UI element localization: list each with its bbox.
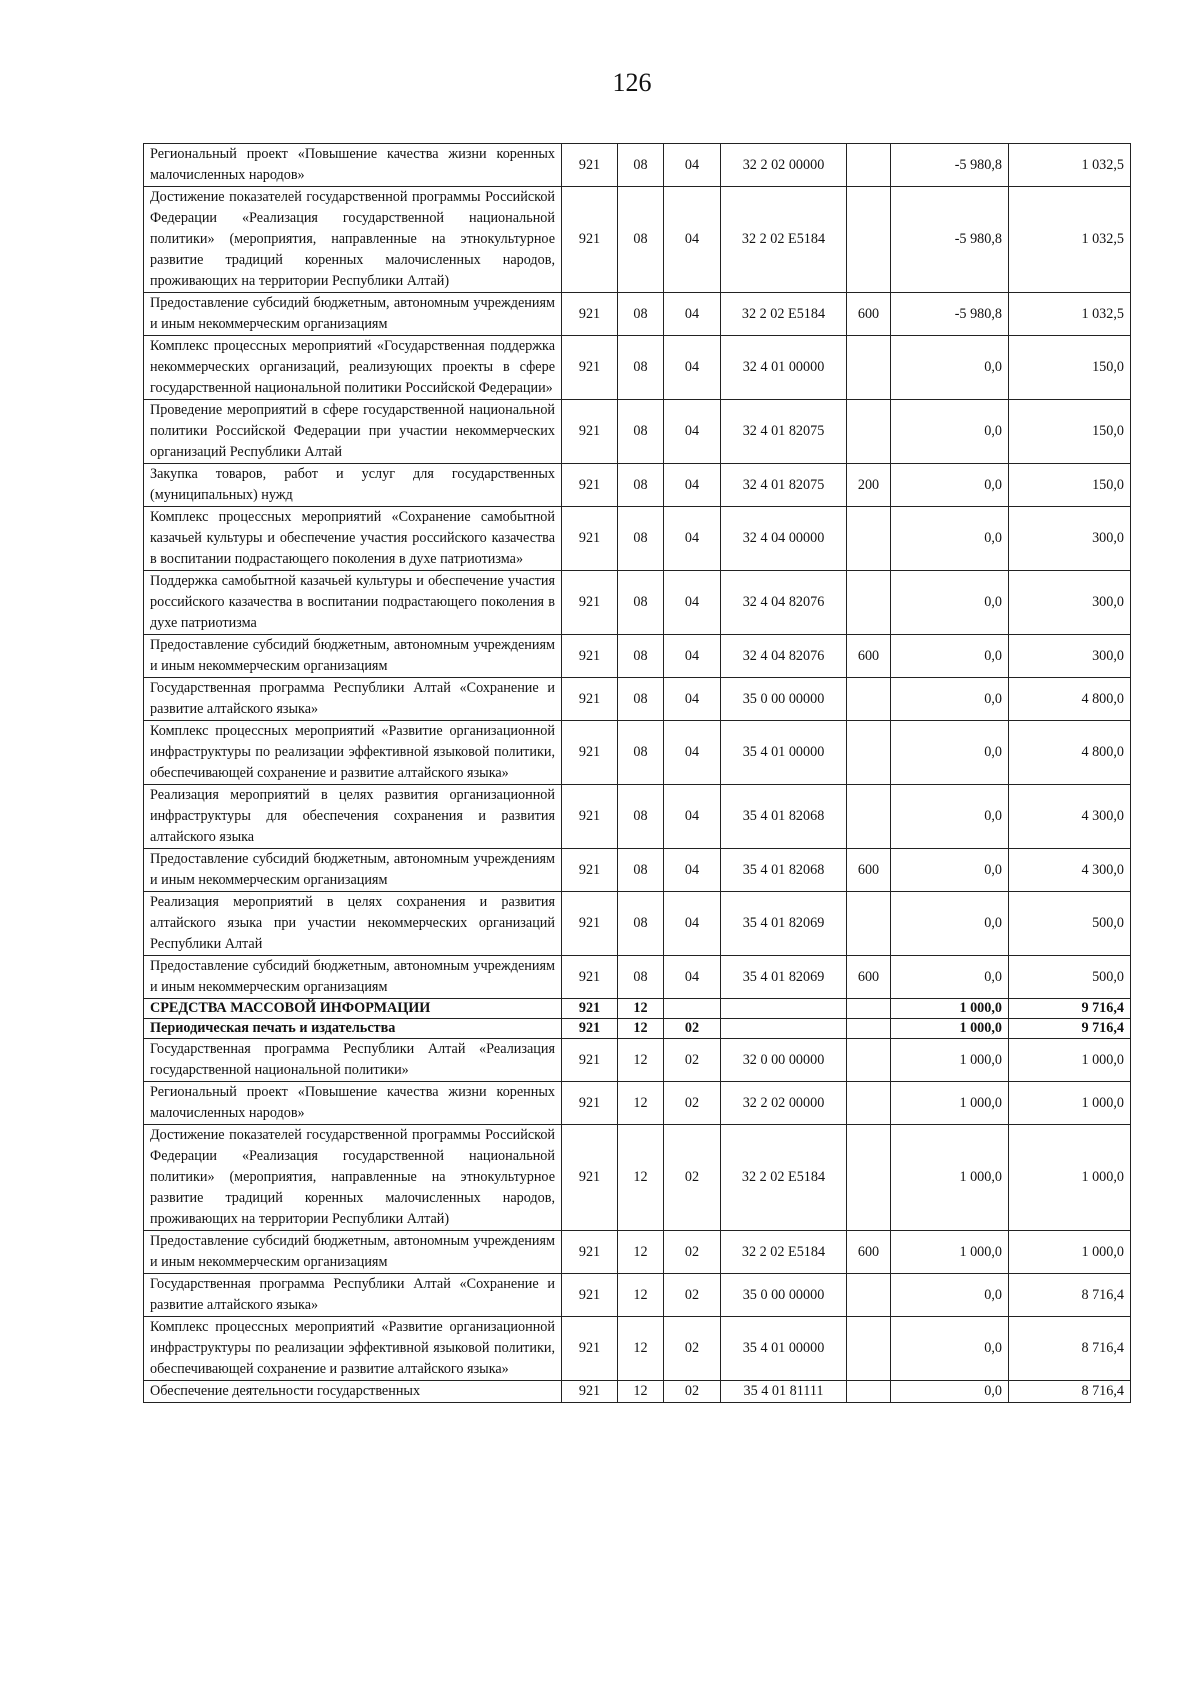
budget-table (143, 143, 1131, 1403)
section-code-cell: 12 (618, 1019, 664, 1039)
amount-change-cell: 0,0 (891, 635, 1009, 678)
section-code-cell: 12 (618, 1082, 664, 1125)
table-row (144, 999, 1131, 1019)
row-name-cell: Проведение мероприятий в сфере государственной национальной политики Российской Федерации при участии некоммерческих организаций Республики Алтай (144, 400, 562, 464)
row-name-cell: Достижение показателей государственной программы Российской Федерации «Реализация государственной национальной политики» (мероприятия, направленные на этнокультурное развитие традиций коренных малочисленных народов, проживающих на территории Республики Алтай) (144, 187, 562, 293)
expense-type-cell (847, 144, 891, 187)
row-name-cell: Региональный проект «Повышение качества жизни коренных малочисленных народов» (144, 144, 562, 187)
row-name-cell: Региональный проект «Повышение качества жизни коренных малочисленных народов» (144, 1082, 562, 1125)
expense-type-cell (847, 1082, 891, 1125)
row-name-cell: Обеспечение деятельности государственных (144, 1381, 562, 1403)
ministry-code-cell: 921 (562, 956, 618, 999)
row-name-cell: Предоставление субсидий бюджетным, автономным учреждениям и иным некоммерческим организациям (144, 1231, 562, 1274)
table-row (144, 507, 1131, 571)
target-article-cell: 32 4 04 82076 (721, 571, 847, 635)
amount-total-cell: 1 032,5 (1009, 293, 1131, 336)
amount-total-cell: 8 716,4 (1009, 1381, 1131, 1403)
section-code-cell: 08 (618, 507, 664, 571)
subsection-code-cell: 04 (664, 956, 721, 999)
subsection-code-cell: 04 (664, 144, 721, 187)
table-row (144, 956, 1131, 999)
amount-total-cell: 8 716,4 (1009, 1274, 1131, 1317)
expense-type-cell (847, 721, 891, 785)
amount-total-cell: 150,0 (1009, 400, 1131, 464)
row-name-cell: Реализация мероприятий в целях развития организационной инфраструктуры для обеспечения сохранения и развития алтайского языка (144, 785, 562, 849)
amount-total-cell: 150,0 (1009, 464, 1131, 507)
target-article-cell: 32 2 02 00000 (721, 144, 847, 187)
target-article-cell: 35 4 01 82068 (721, 785, 847, 849)
amount-total-cell: 4 800,0 (1009, 721, 1131, 785)
row-name-cell: Поддержка самобытной казачьей культуры и обеспечение участия российского казачества в воспитании подрастающего поколения в духе патриотизма (144, 571, 562, 635)
amount-change-cell: 0,0 (891, 1274, 1009, 1317)
amount-change-cell: 1 000,0 (891, 1019, 1009, 1039)
row-name-cell: Комплекс процессных мероприятий «Государственная поддержка некоммерческих организаций, реализующих проекты в сфере государственной национальной политики Российской Федерации» (144, 336, 562, 400)
row-name-cell: Закупка товаров, работ и услуг для государственных (муниципальных) нужд (144, 464, 562, 507)
table-row (144, 785, 1131, 849)
amount-change-cell: 0,0 (891, 1381, 1009, 1403)
table-body (144, 144, 1131, 1403)
amount-change-cell: -5 980,8 (891, 144, 1009, 187)
table-row (144, 144, 1131, 187)
table-row (144, 1082, 1131, 1125)
ministry-code-cell: 921 (562, 1125, 618, 1231)
amount-change-cell: -5 980,8 (891, 293, 1009, 336)
section-code-cell: 08 (618, 721, 664, 785)
target-article-cell: 32 4 01 00000 (721, 336, 847, 400)
expense-type-cell (847, 1019, 891, 1039)
amount-change-cell: 1 000,0 (891, 1039, 1009, 1082)
amount-total-cell: 8 716,4 (1009, 1317, 1131, 1381)
amount-change-cell: 0,0 (891, 849, 1009, 892)
ministry-code-cell: 921 (562, 1231, 618, 1274)
section-code-cell: 12 (618, 999, 664, 1019)
ministry-code-cell: 921 (562, 892, 618, 956)
subsection-code-cell: 04 (664, 400, 721, 464)
amount-total-cell: 9 716,4 (1009, 1019, 1131, 1039)
table-row (144, 1019, 1131, 1039)
table-row (144, 293, 1131, 336)
amount-change-cell: 0,0 (891, 785, 1009, 849)
subsection-code-cell: 02 (664, 1317, 721, 1381)
subsection-code-cell: 04 (664, 571, 721, 635)
table-row (144, 1381, 1131, 1403)
table-row (144, 1274, 1131, 1317)
section-code-cell: 12 (618, 1381, 664, 1403)
amount-total-cell: 300,0 (1009, 635, 1131, 678)
ministry-code-cell: 921 (562, 999, 618, 1019)
ministry-code-cell: 921 (562, 678, 618, 721)
ministry-code-cell: 921 (562, 721, 618, 785)
section-code-cell: 08 (618, 635, 664, 678)
subsection-code-cell: 04 (664, 187, 721, 293)
amount-change-cell: 1 000,0 (891, 1082, 1009, 1125)
amount-total-cell: 4 300,0 (1009, 849, 1131, 892)
subsection-code-cell: 02 (664, 1039, 721, 1082)
subsection-code-cell: 02 (664, 1019, 721, 1039)
ministry-code-cell: 921 (562, 635, 618, 678)
amount-change-cell: 0,0 (891, 571, 1009, 635)
section-code-cell: 08 (618, 892, 664, 956)
subsection-code-cell: 02 (664, 1125, 721, 1231)
section-code-cell: 12 (618, 1317, 664, 1381)
row-name-cell: Предоставление субсидий бюджетным, автономным учреждениям и иным некоммерческим организациям (144, 635, 562, 678)
row-name-cell: Предоставление субсидий бюджетным, автономным учреждениям и иным некоммерческим организациям (144, 956, 562, 999)
ministry-code-cell: 921 (562, 400, 618, 464)
target-article-cell: 35 4 01 82069 (721, 892, 847, 956)
amount-total-cell: 1 032,5 (1009, 144, 1131, 187)
subsection-code-cell: 04 (664, 635, 721, 678)
amount-change-cell: 1 000,0 (891, 999, 1009, 1019)
amount-change-cell: 0,0 (891, 678, 1009, 721)
section-code-cell: 12 (618, 1274, 664, 1317)
subsection-code-cell: 02 (664, 1231, 721, 1274)
table-row (144, 892, 1131, 956)
target-article-cell: 35 0 00 00000 (721, 1274, 847, 1317)
row-name-cell: Реализация мероприятий в целях сохранения и развития алтайского языка при участии некоммерческих организаций Республики Алтай (144, 892, 562, 956)
expense-type-cell: 600 (847, 849, 891, 892)
ministry-code-cell: 921 (562, 785, 618, 849)
row-name-cell: Государственная программа Республики Алтай «Сохранение и развитие алтайского языка» (144, 1274, 562, 1317)
subsection-code-cell: 04 (664, 507, 721, 571)
table-row (144, 571, 1131, 635)
expense-type-cell (847, 892, 891, 956)
subsection-code-cell: 04 (664, 336, 721, 400)
row-name-cell: СРЕДСТВА МАССОВОЙ ИНФОРМАЦИИ (144, 999, 562, 1019)
ministry-code-cell: 921 (562, 1317, 618, 1381)
row-name-cell: Комплекс процессных мероприятий «Развитие организационной инфраструктуры по реализации эффективной языковой политики, обеспечивающей сохранение и развитие алтайского языка» (144, 721, 562, 785)
row-name-cell: Предоставление субсидий бюджетным, автономным учреждениям и иным некоммерческим организациям (144, 849, 562, 892)
expense-type-cell (847, 400, 891, 464)
target-article-cell: 35 4 01 82069 (721, 956, 847, 999)
row-name-cell: Достижение показателей государственной программы Российской Федерации «Реализация государственной национальной политики» (мероприятия, направленные на этнокультурное развитие традиций коренных малочисленных народов, проживающих на территории Республики Алтай) (144, 1125, 562, 1231)
section-code-cell: 12 (618, 1039, 664, 1082)
row-name-cell: Комплекс процессных мероприятий «Развитие организационной инфраструктуры по реализации эффективной языковой политики, обеспечивающей сохранение и развитие алтайского языка» (144, 1317, 562, 1381)
target-article-cell (721, 999, 847, 1019)
expense-type-cell (847, 678, 891, 721)
target-article-cell: 35 4 01 00000 (721, 721, 847, 785)
section-code-cell: 12 (618, 1125, 664, 1231)
ministry-code-cell: 921 (562, 1381, 618, 1403)
amount-change-cell: 0,0 (891, 892, 1009, 956)
amount-total-cell: 500,0 (1009, 892, 1131, 956)
table-row (144, 849, 1131, 892)
row-name-cell: Государственная программа Республики Алтай «Сохранение и развитие алтайского языка» (144, 678, 562, 721)
target-article-cell: 32 2 02 E5184 (721, 1231, 847, 1274)
expense-type-cell: 600 (847, 293, 891, 336)
table-row (144, 678, 1131, 721)
table-row (144, 464, 1131, 507)
amount-change-cell: 0,0 (891, 400, 1009, 464)
amount-change-cell: 1 000,0 (891, 1231, 1009, 1274)
amount-change-cell: 0,0 (891, 956, 1009, 999)
subsection-code-cell: 04 (664, 678, 721, 721)
row-name-cell: Периодическая печать и издательства (144, 1019, 562, 1039)
ministry-code-cell: 921 (562, 187, 618, 293)
subsection-code-cell (664, 999, 721, 1019)
amount-total-cell: 1 000,0 (1009, 1231, 1131, 1274)
row-name-cell: Комплекс процессных мероприятий «Сохранение самобытной казачьей культуры и обеспечение участия российского казачества в воспитании подрастающего поколения в духе патриотизма» (144, 507, 562, 571)
expense-type-cell (847, 187, 891, 293)
table-row (144, 1317, 1131, 1381)
amount-change-cell: 1 000,0 (891, 1125, 1009, 1231)
table-row (144, 1231, 1131, 1274)
target-article-cell: 32 2 02 E5184 (721, 1125, 847, 1231)
target-article-cell: 35 4 01 82068 (721, 849, 847, 892)
subsection-code-cell: 04 (664, 892, 721, 956)
amount-total-cell: 500,0 (1009, 956, 1131, 999)
expense-type-cell (847, 999, 891, 1019)
section-code-cell: 08 (618, 464, 664, 507)
expense-type-cell: 600 (847, 635, 891, 678)
ministry-code-cell: 921 (562, 1039, 618, 1082)
subsection-code-cell: 04 (664, 464, 721, 507)
target-article-cell: 35 0 00 00000 (721, 678, 847, 721)
amount-total-cell: 150,0 (1009, 336, 1131, 400)
target-article-cell: 32 4 01 82075 (721, 464, 847, 507)
subsection-code-cell: 02 (664, 1274, 721, 1317)
ministry-code-cell: 921 (562, 849, 618, 892)
amount-change-cell: 0,0 (891, 507, 1009, 571)
section-code-cell: 08 (618, 144, 664, 187)
ministry-code-cell: 921 (562, 144, 618, 187)
ministry-code-cell: 921 (562, 1082, 618, 1125)
section-code-cell: 08 (618, 400, 664, 464)
row-name-cell: Предоставление субсидий бюджетным, автономным учреждениям и иным некоммерческим организациям (144, 293, 562, 336)
target-article-cell (721, 1019, 847, 1039)
table-row (144, 635, 1131, 678)
ministry-code-cell: 921 (562, 1019, 618, 1039)
table-row (144, 400, 1131, 464)
subsection-code-cell: 02 (664, 1381, 721, 1403)
subsection-code-cell: 04 (664, 293, 721, 336)
table-row (144, 1039, 1131, 1082)
ministry-code-cell: 921 (562, 1274, 618, 1317)
amount-total-cell: 300,0 (1009, 571, 1131, 635)
target-article-cell: 32 2 02 E5184 (721, 293, 847, 336)
amount-change-cell: 0,0 (891, 464, 1009, 507)
expense-type-cell: 200 (847, 464, 891, 507)
ministry-code-cell: 921 (562, 464, 618, 507)
ministry-code-cell: 921 (562, 571, 618, 635)
amount-total-cell: 4 300,0 (1009, 785, 1131, 849)
table-row (144, 1125, 1131, 1231)
subsection-code-cell: 02 (664, 1082, 721, 1125)
amount-total-cell: 1 000,0 (1009, 1039, 1131, 1082)
expense-type-cell (847, 336, 891, 400)
section-code-cell: 08 (618, 571, 664, 635)
page-number: 126 (612, 68, 652, 97)
section-code-cell: 08 (618, 293, 664, 336)
section-code-cell: 12 (618, 1231, 664, 1274)
expense-type-cell (847, 1381, 891, 1403)
section-code-cell: 08 (618, 187, 664, 293)
expense-type-cell (847, 785, 891, 849)
row-name-cell: Государственная программа Республики Алтай «Реализация государственной национальной политики» (144, 1039, 562, 1082)
target-article-cell: 32 4 01 82075 (721, 400, 847, 464)
expense-type-cell: 600 (847, 956, 891, 999)
amount-total-cell: 1 000,0 (1009, 1082, 1131, 1125)
amount-change-cell: 0,0 (891, 336, 1009, 400)
target-article-cell: 32 0 00 00000 (721, 1039, 847, 1082)
expense-type-cell (847, 507, 891, 571)
target-article-cell: 35 4 01 81111 (721, 1381, 847, 1403)
expense-type-cell (847, 1274, 891, 1317)
ministry-code-cell: 921 (562, 507, 618, 571)
section-code-cell: 08 (618, 785, 664, 849)
amount-change-cell: 0,0 (891, 721, 1009, 785)
amount-change-cell: -5 980,8 (891, 187, 1009, 293)
expense-type-cell (847, 1125, 891, 1231)
section-code-cell: 08 (618, 336, 664, 400)
expense-type-cell (847, 1317, 891, 1381)
section-code-cell: 08 (618, 849, 664, 892)
section-code-cell: 08 (618, 678, 664, 721)
expense-type-cell (847, 1039, 891, 1082)
target-article-cell: 32 4 04 00000 (721, 507, 847, 571)
subsection-code-cell: 04 (664, 849, 721, 892)
target-article-cell: 35 4 01 00000 (721, 1317, 847, 1381)
amount-total-cell: 300,0 (1009, 507, 1131, 571)
subsection-code-cell: 04 (664, 785, 721, 849)
amount-total-cell: 1 032,5 (1009, 187, 1131, 293)
ministry-code-cell: 921 (562, 293, 618, 336)
target-article-cell: 32 2 02 00000 (721, 1082, 847, 1125)
expense-type-cell (847, 571, 891, 635)
section-code-cell: 08 (618, 956, 664, 999)
table-row (144, 336, 1131, 400)
table-row (144, 187, 1131, 293)
amount-total-cell: 4 800,0 (1009, 678, 1131, 721)
table-row (144, 721, 1131, 785)
target-article-cell: 32 2 02 E5184 (721, 187, 847, 293)
target-article-cell: 32 4 04 82076 (721, 635, 847, 678)
amount-change-cell: 0,0 (891, 1317, 1009, 1381)
amount-total-cell: 9 716,4 (1009, 999, 1131, 1019)
ministry-code-cell: 921 (562, 336, 618, 400)
expense-type-cell: 600 (847, 1231, 891, 1274)
amount-total-cell: 1 000,0 (1009, 1125, 1131, 1231)
subsection-code-cell: 04 (664, 721, 721, 785)
